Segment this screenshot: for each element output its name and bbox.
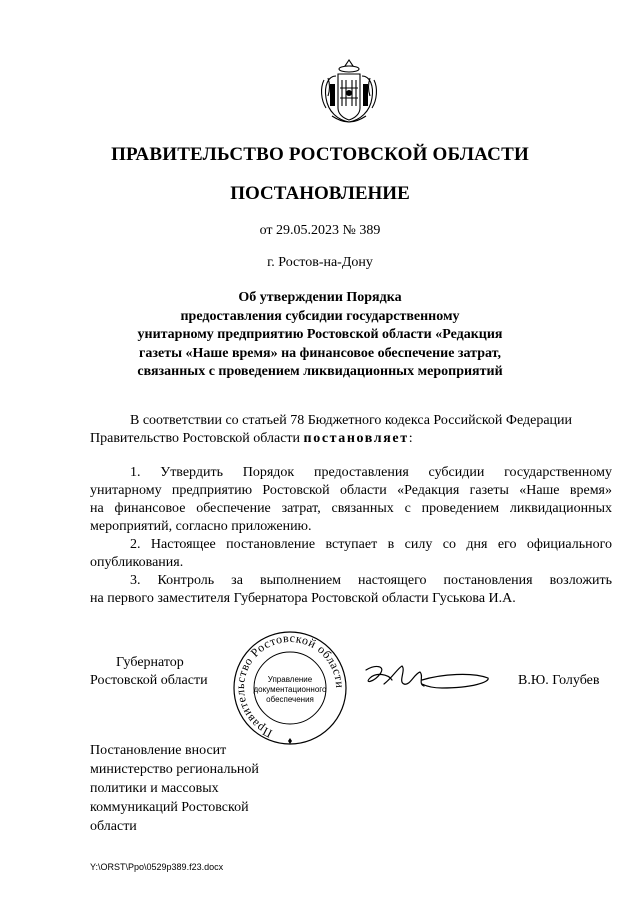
signatory-position: Губернатор (116, 655, 184, 670)
authority-title: ПРАВИТЕЛЬСТВО РОСТОВСКОЙ ОБЛАСТИ (111, 144, 529, 165)
preamble-line (90, 430, 612, 448)
list-item (90, 464, 612, 536)
signatory-region: Ростовской области (90, 673, 208, 688)
item-line: унитарному предприятию Ростовской области «Редакция газеты «Наше время» (90, 483, 612, 498)
preamble-colon: : (408, 431, 413, 446)
date-number: от 29.05.2023 № 389 (259, 223, 381, 238)
sender-line: политики и массовых (90, 781, 219, 796)
list-item (90, 572, 612, 608)
heading-line: предоставления субсидии государственному (180, 308, 460, 324)
sender-line: Постановление вносит (90, 743, 227, 758)
file-path: Y:\ORST\Ppo\0529p389.f23.docx (90, 862, 224, 872)
stamp-outer-text: Правительство Ростовской области (232, 630, 348, 741)
heading-line: унитарному предприятию Ростовской области «Редакция (137, 327, 503, 342)
item-line: опубликования. (90, 555, 184, 570)
item-line: на первого заместителя Губернатора Ростовской области Гуськова И.А. (90, 591, 516, 606)
stamp-star-icon (288, 738, 292, 744)
item-line: мероприятий, согласно приложению. (90, 519, 312, 534)
sender-line: коммуникаций Ростовской (90, 800, 249, 815)
heading-line: газеты «Наше время» на финансовое обеспечение затрат, (139, 345, 501, 361)
preamble (90, 412, 612, 448)
sender-line: министерство региональной (90, 762, 259, 777)
list-item (90, 536, 612, 572)
sender-block (90, 741, 259, 836)
document-type: ПОСТАНОВЛЕНИЕ (230, 183, 410, 204)
coat-of-arms-icon (318, 58, 380, 124)
handwritten-signature (362, 660, 494, 696)
sender-line: области (90, 819, 137, 834)
stamp-inner-line: документационного (253, 685, 327, 694)
heading-line: Об утверждении Порядка (238, 290, 402, 305)
official-stamp (230, 630, 350, 748)
stamp-inner-line: обеспечения (266, 695, 314, 704)
city: г. Ростов-на-Дону (267, 255, 373, 270)
heading-line: связанных с проведением ликвидационных мероприятий (137, 364, 503, 379)
signatory-name: В.Ю. Голубев (518, 673, 600, 688)
resolution-keyword: постановляет (303, 431, 409, 446)
document-heading (0, 289, 640, 382)
item-line: 2. Настоящее постановление вступает в силу со дня его официального (130, 537, 612, 552)
preamble-text: Правительство Ростовской области (90, 431, 301, 446)
item-line: 3. Контроль за выполнением настоящего постановления возложить (130, 573, 612, 588)
item-line: 1. Утвердить Порядок предоставления субсидии государственному (130, 465, 612, 480)
preamble-line: В соответствии со статьей 78 Бюджетного кодекса Российской Федерации (130, 413, 573, 428)
item-line: на финансовое обеспечение затрат, связанных с проведением ликвидационных (90, 501, 612, 516)
stamp-inner-line: Управление (267, 675, 313, 684)
